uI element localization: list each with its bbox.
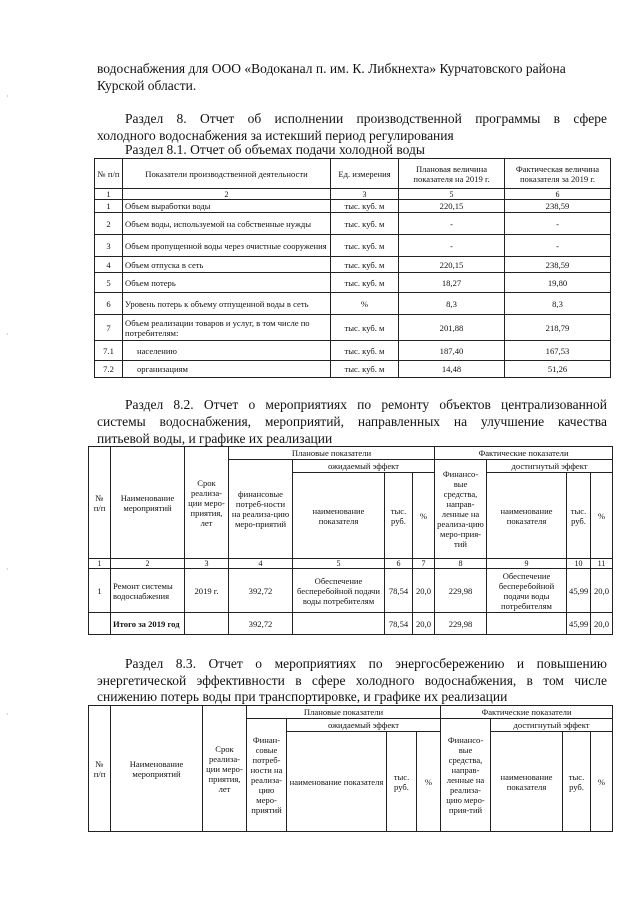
col-header-expected: ожидаемый эффект bbox=[287, 719, 441, 732]
col-num: 8 bbox=[435, 559, 487, 569]
intro-line-2: Курской области. bbox=[97, 78, 197, 93]
section83-title-line-3: снижению потерь воды при транспортировке, и графике их реализации bbox=[97, 689, 508, 704]
col-num: 1 bbox=[89, 559, 111, 569]
total-pct: 20,0 bbox=[413, 613, 435, 635]
table-row bbox=[95, 213, 611, 235]
table-row bbox=[95, 235, 611, 257]
row-plan: 187,40 bbox=[399, 341, 505, 361]
col-header-pct: % bbox=[591, 732, 613, 832]
col-header-indicator: наименование показателя bbox=[293, 473, 385, 559]
section83-title-line-1: Раздел 8.3. Отчет о мероприятиях по энергосбережению и повышению bbox=[125, 656, 607, 671]
total-number bbox=[89, 613, 111, 635]
col-header-expected: ожидаемый эффект bbox=[293, 460, 435, 473]
row-plan: 8,3 bbox=[399, 293, 505, 315]
table-row bbox=[95, 315, 611, 341]
row-fact: 8,3 bbox=[505, 293, 611, 315]
row-pct: 20,0 bbox=[413, 569, 435, 613]
col-header-pct: % bbox=[591, 473, 613, 559]
col-header-rub: тыс. руб. bbox=[385, 473, 413, 559]
row-plan: 18,27 bbox=[399, 273, 505, 293]
col-header-term: Срок реализа-ции меро-приятия, лет bbox=[185, 447, 229, 559]
col-header-pct: % bbox=[413, 473, 435, 559]
col-num: 3 bbox=[331, 189, 399, 200]
row-indicator: Объем отпуска в сеть bbox=[123, 257, 331, 273]
col-num: 6 bbox=[385, 559, 413, 569]
table-row bbox=[95, 273, 611, 293]
row-fact-indicator: Обеспечение бесперебойной подачи воды потребителям bbox=[487, 569, 567, 613]
section83-title-line-2: энергетической эффективности в сфере холодного водоснабжения, в том числе bbox=[97, 673, 607, 688]
table-8-2 bbox=[88, 446, 613, 635]
total-fact-pct: 20,0 bbox=[591, 613, 613, 635]
col-num: 5 bbox=[399, 189, 505, 200]
row-term: 2019 г. bbox=[185, 569, 229, 613]
row-number: 7 bbox=[95, 315, 123, 341]
margin-mark: · bbox=[6, 330, 9, 339]
col-header-rub: тыс. руб. bbox=[563, 732, 591, 832]
row-indicator: населению bbox=[123, 341, 331, 361]
col-header-achieved: достигнутый эффект bbox=[487, 460, 613, 473]
row-number: 3 bbox=[95, 235, 123, 257]
col-header-unit: Ед. измерения bbox=[331, 159, 399, 189]
row-unit: тыс. куб. м bbox=[331, 273, 399, 293]
row-plan: - bbox=[399, 213, 505, 235]
total-indicator bbox=[293, 613, 385, 635]
col-num: 4 bbox=[229, 559, 293, 569]
total-term bbox=[185, 613, 229, 635]
row-fact: 19,80 bbox=[505, 273, 611, 293]
row-indicator: Объем реализации товаров и услуг, в том числе по потребителям: bbox=[123, 315, 331, 341]
table-row bbox=[89, 569, 613, 613]
total-fin: 392,72 bbox=[229, 613, 293, 635]
col-header-num: № п/п bbox=[95, 159, 123, 189]
margin-mark: · bbox=[6, 92, 9, 101]
row-plan: - bbox=[399, 235, 505, 257]
row-name: Ремонт системы водоснабжения bbox=[111, 569, 185, 613]
total-rub: 78,54 bbox=[385, 613, 413, 635]
col-header-pct: % bbox=[417, 732, 441, 832]
row-unit: тыс. куб. м bbox=[331, 200, 399, 213]
row-number: 1 bbox=[95, 200, 123, 213]
table-row bbox=[95, 341, 611, 361]
col-header-fact-fin: Финансо-вые средства, направ-ленные на реализа-цию меро-прия-тий bbox=[435, 460, 487, 559]
table-row bbox=[95, 200, 611, 213]
col-num: 9 bbox=[487, 559, 567, 569]
row-indicator: Объем потерь bbox=[123, 273, 331, 293]
col-header-fact: Фактические показатели bbox=[435, 447, 613, 460]
section82-title-line-3: питьевой воды, и графике их реализации bbox=[97, 431, 333, 446]
col-header-rub: тыс. руб. bbox=[387, 732, 417, 832]
col-num: 7 bbox=[413, 559, 435, 569]
row-plan: 220,15 bbox=[399, 200, 505, 213]
column-number-row bbox=[95, 189, 611, 200]
intro-line-1: водоснабжения для ООО «Водоканал п. им. К. Либкнехта» Курчатовского района bbox=[97, 61, 566, 76]
row-fact: 167,53 bbox=[505, 341, 611, 361]
row-fact-rub: 45,99 bbox=[567, 569, 591, 613]
col-header-term: Срок реализа-ции меро-приятия, лет bbox=[203, 706, 247, 832]
section8-title-line-2: холодного водоснабжения за истекший период регулирования bbox=[97, 128, 454, 143]
col-header-num: № п/п bbox=[89, 706, 111, 832]
row-fact-fin: 229,98 bbox=[435, 569, 487, 613]
col-header-name: Наименование мероприятий bbox=[111, 447, 185, 559]
row-number: 7.1 bbox=[95, 341, 123, 361]
row-number: 6 bbox=[95, 293, 123, 315]
col-num: 6 bbox=[505, 189, 611, 200]
row-number: 7.2 bbox=[95, 361, 123, 378]
table-header-row bbox=[89, 447, 613, 460]
row-fin: 392,72 bbox=[229, 569, 293, 613]
row-unit: тыс. куб. м bbox=[331, 235, 399, 257]
col-header-indicator: наименование показателя bbox=[491, 732, 563, 832]
row-fact: - bbox=[505, 235, 611, 257]
total-fact-fin: 229,98 bbox=[435, 613, 487, 635]
row-unit: тыс. куб. м bbox=[331, 361, 399, 378]
col-header-plan: Плановые показатели bbox=[247, 706, 441, 719]
row-number: 5 bbox=[95, 273, 123, 293]
row-indicator: Объем пропущенной воды через очистные сооружения bbox=[123, 235, 331, 257]
table-row bbox=[95, 257, 611, 273]
section82-title-line-1: Раздел 8.2. Отчет о мероприятиях по ремонту объектов централизованной bbox=[125, 397, 607, 412]
col-num: 2 bbox=[111, 559, 185, 569]
col-header-indicator: наименование показателя bbox=[287, 732, 387, 832]
table-8-1 bbox=[94, 158, 611, 378]
col-header-indicator: Показатели производственной деятельности bbox=[123, 159, 331, 189]
table-8-3 bbox=[88, 705, 613, 832]
row-plan: 14,48 bbox=[399, 361, 505, 378]
section82-title-line-2: системы водоснабжения, мероприятий, направленных на улучшение качества bbox=[97, 414, 607, 429]
col-header-plan: Плановые показатели bbox=[229, 447, 435, 460]
row-fact: 218,79 bbox=[505, 315, 611, 341]
column-number-row bbox=[89, 559, 613, 569]
row-unit: тыс. куб. м bbox=[331, 315, 399, 341]
row-fact: 51,26 bbox=[505, 361, 611, 378]
row-rub: 78,54 bbox=[385, 569, 413, 613]
col-header-indicator: наименование показателя bbox=[487, 473, 567, 559]
row-indicator: организациям bbox=[123, 361, 331, 378]
col-num: 1 bbox=[95, 189, 123, 200]
row-fact: 238,59 bbox=[505, 257, 611, 273]
table-row bbox=[95, 293, 611, 315]
row-indicator: Объем выработки воды bbox=[123, 200, 331, 213]
col-header-fact-fin: Финансо-вые средства, направ-ленные на реализа-цию меро-прия-тий bbox=[441, 719, 491, 832]
col-header-rub: тыс. руб. bbox=[567, 473, 591, 559]
col-num: 10 bbox=[567, 559, 591, 569]
table-row bbox=[95, 361, 611, 378]
row-number: 2 bbox=[95, 213, 123, 235]
row-number: 4 bbox=[95, 257, 123, 273]
row-unit: тыс. куб. м bbox=[331, 213, 399, 235]
margin-mark: · bbox=[6, 565, 9, 574]
row-unit: тыс. куб. м bbox=[331, 341, 399, 361]
row-fact: 238,59 bbox=[505, 200, 611, 213]
col-num: 3 bbox=[185, 559, 229, 569]
row-fact-pct: 20,0 bbox=[591, 569, 613, 613]
section81-title: Раздел 8.1. Отчет об объемах подачи холодной воды bbox=[125, 142, 425, 157]
total-label: Итого за 2019 год bbox=[111, 613, 185, 635]
col-header-fin: Финан-совые потреб-ности на реализа-цию меро-приятий bbox=[247, 719, 287, 832]
table-header-row bbox=[89, 706, 613, 719]
row-indicator: Обеспечение бесперебойной подачи воды потребителям bbox=[293, 569, 385, 613]
section8-title-line-1: Раздел 8. Отчет об исполнении производственной программы в сфере bbox=[125, 111, 607, 126]
col-num: 5 bbox=[293, 559, 385, 569]
col-header-fact: Фактическая величина показателя за 2019 г. bbox=[505, 159, 611, 189]
col-header-name: Наименование мероприятий bbox=[111, 706, 203, 832]
col-header-fin: финансовые потреб-ности на реализа-цию меро-приятий bbox=[229, 460, 293, 559]
row-indicator: Объем воды, используемой на собственные нужды bbox=[123, 213, 331, 235]
margin-mark: · bbox=[6, 710, 9, 719]
table-total-row bbox=[89, 613, 613, 635]
col-header-achieved: достигнутый эффект bbox=[491, 719, 613, 732]
table-header-row bbox=[95, 159, 611, 189]
row-fact: - bbox=[505, 213, 611, 235]
col-header-num: № п/п bbox=[89, 447, 111, 559]
col-header-fact: Фактические показатели bbox=[441, 706, 613, 719]
row-number: 1 bbox=[89, 569, 111, 613]
col-num: 2 bbox=[123, 189, 331, 200]
total-fact-indicator bbox=[487, 613, 567, 635]
row-plan: 220,15 bbox=[399, 257, 505, 273]
row-unit: тыс. куб. м bbox=[331, 257, 399, 273]
row-plan: 201,88 bbox=[399, 315, 505, 341]
row-indicator: Уровень потерь к объему отпущенной воды в сеть bbox=[123, 293, 331, 315]
col-num: 11 bbox=[591, 559, 613, 569]
total-fact-rub: 45,99 bbox=[567, 613, 591, 635]
col-header-plan: Плановая величина показателя на 2019 г. bbox=[399, 159, 505, 189]
row-unit: % bbox=[331, 293, 399, 315]
